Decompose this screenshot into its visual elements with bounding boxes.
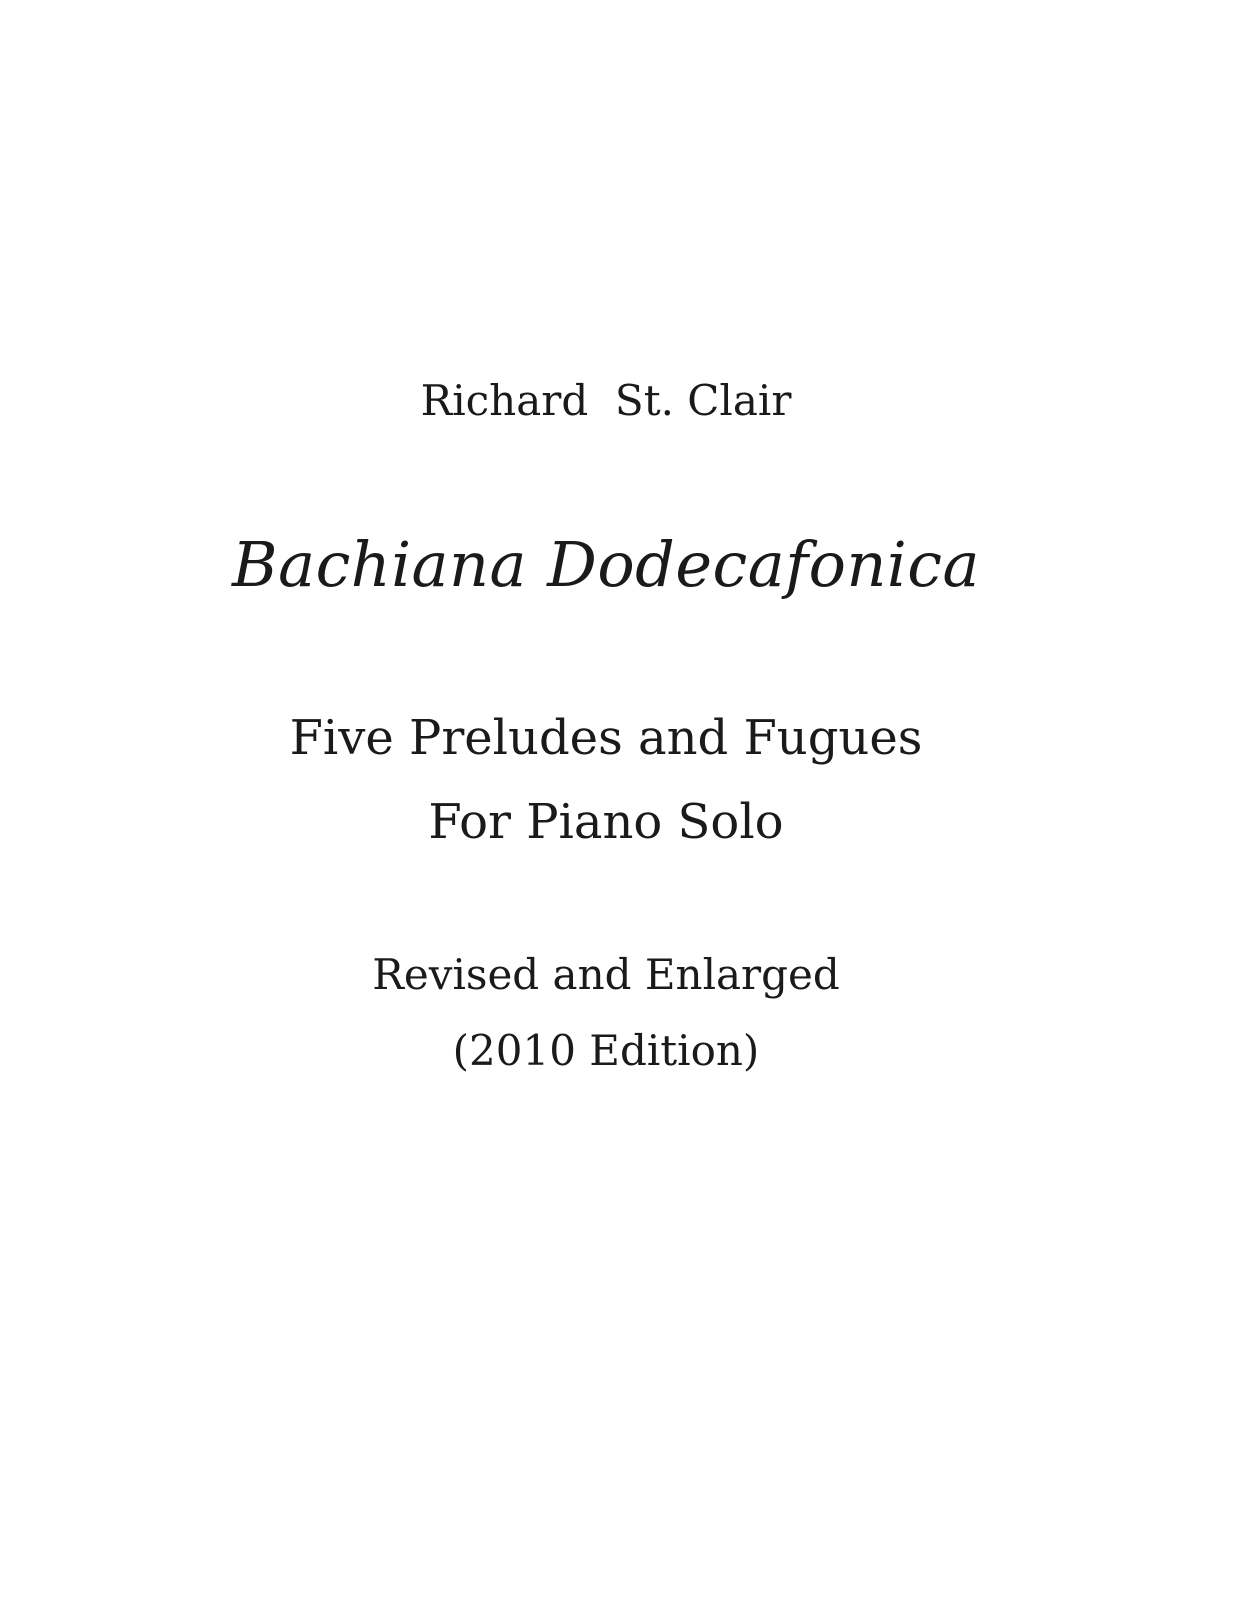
work-subtitle-line-1: Five Preludes and Fugues [289,710,923,766]
edition-note-line-1: Revised and Enlarged [372,950,840,999]
edition-note-line-2: (2010 Edition) [452,1026,760,1075]
work-title: Bachiana Dodecafonica [232,528,980,601]
work-subtitle-line-2: For Piano Solo [428,794,784,850]
composer-name: Richard St. Clair [420,376,792,425]
